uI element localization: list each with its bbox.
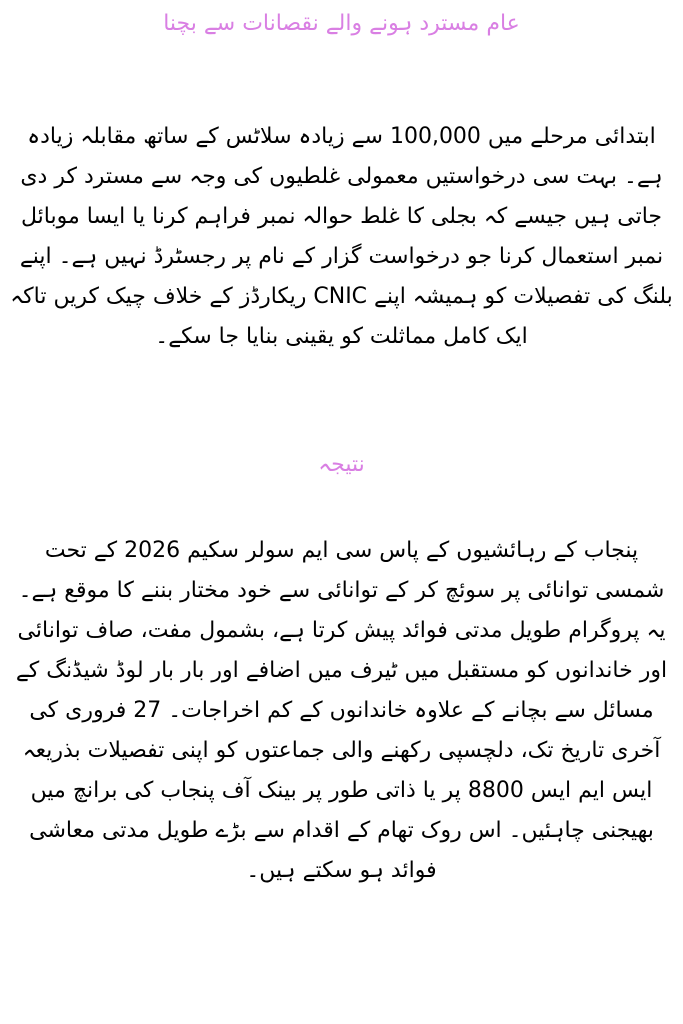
- paragraph-avoid-rejection: ابتدائی مرحلے میں 100,000 سے زیادہ سلاٹس کے ساتھ مقابلہ زیادہ ہے۔ بہت سی درخواستیں معمولی غلطیوں کی وجہ سے مسترد کر دی جاتی ہیں جیسے کہ بجلی کا غلط حوالہ نمبر فراہم کرنا یا ایسا موبائل نمبر استعمال کرنا جو درخواست گزار کے نام پر رجسٹرڈ نہیں ہے۔ اپنے بلنگ کی تفصیلات کو ہمیشہ اپنے CNIC ریکارڈز کے خلاف چیک کریں تاکہ ایک کامل مماثلت کو یقینی بنایا جا سکے۔: [10, 124, 673, 349]
- section-heading-conclusion: نتیجہ: [318, 452, 365, 477]
- paragraph-conclusion: پنجاب کے رہائشیوں کے پاس سی ایم سولر سکیم 2026 کے تحت شمسی توانائی پر سوئچ کر کے توانائی سے خود مختار بننے کا موقع ہے۔ یہ پروگرام طویل مدتی فوائد پیش کرتا ہے، بشمول مفت، صاف توانائی اور خاندانوں کو مستقبل میں ٹیرف میں اضافے اور بار بار لوڈ شیڈنگ کے مسائل سے بچانے کے علاوہ خاندانوں کے کم اخراجات۔ 27 فروری کی آخری تاریخ تک، دلچسپی رکھنے والی جماعتوں کو اپنی تفصیلات بذریعہ ایس ایم ایس 8800 پر یا ذاتی طور پر بینک آف پنجاب کی برانچ میں بھیجنی چاہئیں۔ اس روک تھام کے اقدام سے بڑے طویل مدتی معاشی فوائد ہو سکتے ہیں۔: [15, 538, 668, 883]
- section-heading-avoid-rejection: عام مسترد ہونے والے نقصانات سے بچنا: [163, 11, 520, 36]
